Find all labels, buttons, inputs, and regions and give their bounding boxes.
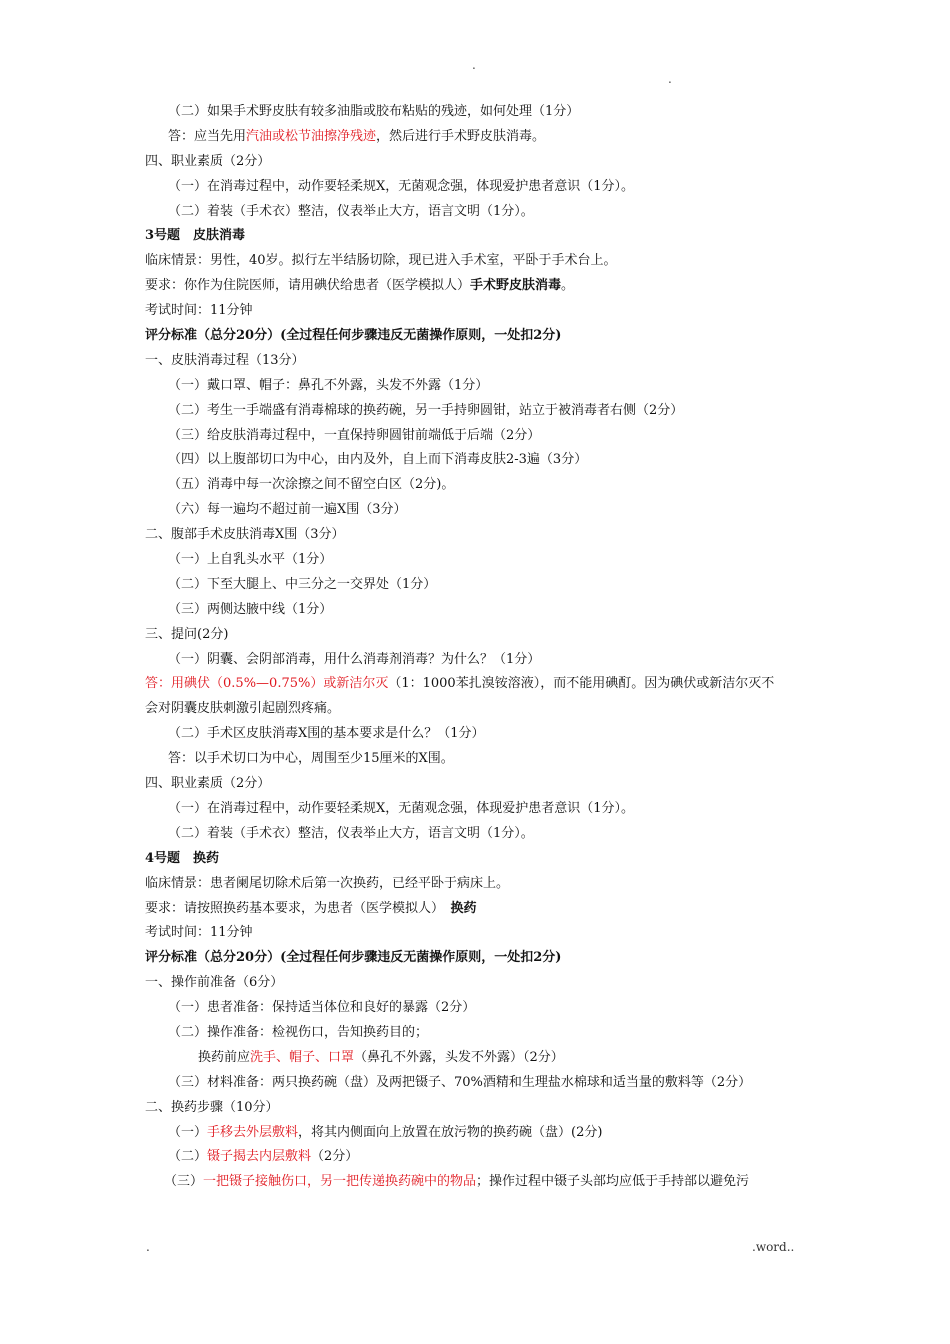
text-segment: 答：应当先用 [168,128,247,144]
text-line [145,822,815,847]
text-line [145,100,815,125]
text-segment: （一）戴口罩、帽子：鼻孔不外露，头发不外露（1分） [168,377,489,393]
text-line [145,274,815,299]
text-segment: 换药 [450,900,477,916]
text-line [145,399,815,424]
text-line [145,971,815,996]
text-line [145,548,815,573]
text-line [145,448,815,473]
text-line [145,872,815,897]
text-line [145,349,815,374]
text-segment: 四、职业素质（2分） [145,776,271,792]
text-segment: 考试时间：11分钟 [145,303,253,319]
highlighted-text: 汽油或松节油擦净残迹 [246,128,377,144]
text-segment: 3号题 皮肤消毒 [145,228,246,244]
text-line [145,200,815,225]
text-segment: （二）着装（手术衣）整洁，仪表举止大方，语言文明（1分）。 [168,825,534,841]
text-segment: （一）在消毒过程中，动作要轻柔规X，无菌观念强，体现爱护患者意识（1分）。 [168,178,635,194]
text-segment: 二、腹部手术皮肤消毒X围（3分） [145,527,345,543]
text-line [145,424,815,449]
text-segment: （1：1000苯扎溴铵溶液），而不能用碘酊。因为碘伏或新洁尔灭不 [388,676,775,692]
text-line [145,847,815,872]
text-line [145,623,815,648]
text-line [145,523,815,548]
text-line [145,1096,815,1121]
text-line [145,1145,815,1170]
text-line [145,473,815,498]
text-line [145,747,815,772]
text-segment: 评分标准（总分20分）(全过程任何步骤违反无菌操作原则，一处扣2分) [145,328,562,344]
highlighted-text: 手移去外层敷料 [207,1124,299,1140]
text-segment: （二）手术区皮肤消毒X围的基本要求是什么？（1分） [168,726,485,742]
text-segment: 三、提问(2分) [145,626,229,642]
text-segment: 。 [561,278,575,294]
text-segment: 要求：请按照换药基本要求，为患者（医学模拟人） [145,900,451,916]
header-dot-right: . [668,72,672,86]
text-segment: （四）以上腹部切口为中心，由内及外，自上而下消毒皮肤2-3遍（3分） [168,452,588,468]
text-line [145,996,815,1021]
text-segment: （三）材料准备：两只换药碗（盘）及两把镊子、70%酒精和生理盐水棉球和适当量的敷料等（2分） [168,1074,752,1090]
highlighted-text: 镊子揭去内层敷料 [207,1149,312,1165]
text-line [145,374,815,399]
header-dot-center: . [472,58,476,72]
text-line [145,324,815,349]
text-segment: 会对阴囊皮肤刺激引起剧烈疼痛。 [145,701,341,717]
text-line [145,1046,815,1071]
text-segment: 换药前应 [198,1049,251,1065]
text-line [145,150,815,175]
highlighted-text: 洗手、帽子、口罩 [250,1049,355,1065]
text-segment: 一、皮肤消毒过程（13分） [145,352,305,368]
text-line [145,772,815,797]
text-segment: （三）两侧达腋中线（1分） [168,601,333,617]
text-segment: （二）操作准备：检视伤口，告知换药目的； [168,1024,429,1040]
text-segment: ，然后进行手术野皮肤消毒。 [376,128,546,144]
text-segment: 评分标准（总分20分）(全过程任何步骤违反无菌操作原则，一处扣2分) [145,950,562,966]
text-segment: 四、职业素质（2分） [145,153,271,169]
text-line [145,722,815,747]
text-segment: 临床情景：男性，40岁。拟行左半结肠切除，现已进入手术室，平卧于手术台上。 [145,253,617,269]
text-segment: 一、操作前准备（6分） [145,975,284,991]
text-line [145,224,815,249]
text-segment: （三）给皮肤消毒过程中，一直保持卵圆钳前端低于后端（2分） [168,427,541,443]
text-line [145,697,815,722]
text-segment: （二）着装（手术衣）整洁，仪表举止大方，语言文明（1分）。 [168,203,534,219]
text-segment: （一） [168,1124,208,1140]
text-line [145,946,815,971]
text-segment: （五）消毒中每一次涂擦之间不留空白区（2分)。 [168,477,455,493]
text-line [145,598,815,623]
text-line [145,249,815,274]
text-line [145,672,815,697]
text-line [145,175,815,200]
text-line [145,1021,815,1046]
text-line [145,125,815,150]
text-line [145,498,815,523]
text-segment: （六）每一遍均不超过前一遍X围（3分） [168,502,407,518]
text-segment: 手术野皮肤消毒 [470,278,562,294]
text-segment: （一）在消毒过程中，动作要轻柔规X，无菌观念强，体现爱护患者意识（1分）。 [168,800,635,816]
document-body [145,100,815,1195]
text-segment: （鼻孔不外露，头发不外露）（2分） [354,1049,564,1065]
text-segment: （一）上自乳头水平（1分） [168,552,333,568]
text-segment: （二）下至大腿上、中三分之一交界处（1分） [168,576,437,592]
text-segment: （三） [164,1174,204,1190]
highlighted-text: 答：用 [145,676,185,692]
text-segment: ，将其内侧面向上放置在放污物的换药碗（盘）(2分) [298,1124,603,1140]
text-line [145,573,815,598]
text-line [145,921,815,946]
text-segment: 考试时间：11分钟 [145,925,253,941]
text-line [145,897,815,922]
footer-right: .word.. [752,1240,795,1254]
text-line [145,648,815,673]
text-segment: 答：以手术切口为中心，周围至少15厘米的X围。 [168,751,454,767]
highlighted-text: 碘伏（0.5%—0.75%）或新洁尔灭 [184,676,389,692]
text-segment: （二）如果手术野皮肤有较多油脂或胶布粘贴的残迹，如何处理（1分） [168,104,580,119]
text-segment: （二） [168,1149,208,1165]
text-segment: 要求：你作为住院医师，请用碘伏给患者（医学模拟人） [145,278,471,294]
text-segment: （一）患者准备：保持适当体位和良好的暴露（2分） [168,1000,476,1016]
text-segment: （一）阴囊、会阴部消毒，用什么消毒剂消毒？为什么？（1分） [168,651,541,667]
text-segment: 二、换药步骤（10分） [145,1099,279,1115]
text-segment: 4号题 换药 [145,850,220,866]
highlighted-text: 一把镊子接触伤口，另一把传递换药碗中的物品 [203,1174,477,1190]
text-line [145,299,815,324]
text-line [145,1121,815,1146]
text-segment: （二）考生一手端盛有消毒棉球的换药碗，另一手持卵圆钳，站立于被消毒者右侧（2分） [168,402,684,418]
text-line [145,797,815,822]
text-segment: （2分） [311,1149,359,1165]
text-segment: ；操作过程中镊子头部均应低于手持部以避免污 [476,1174,750,1190]
text-line [145,1071,815,1096]
text-line [145,1170,815,1195]
text-segment: 临床情景：患者阑尾切除术后第一次换药，已经平卧于病床上。 [145,875,510,891]
footer-left: . [146,1240,150,1254]
